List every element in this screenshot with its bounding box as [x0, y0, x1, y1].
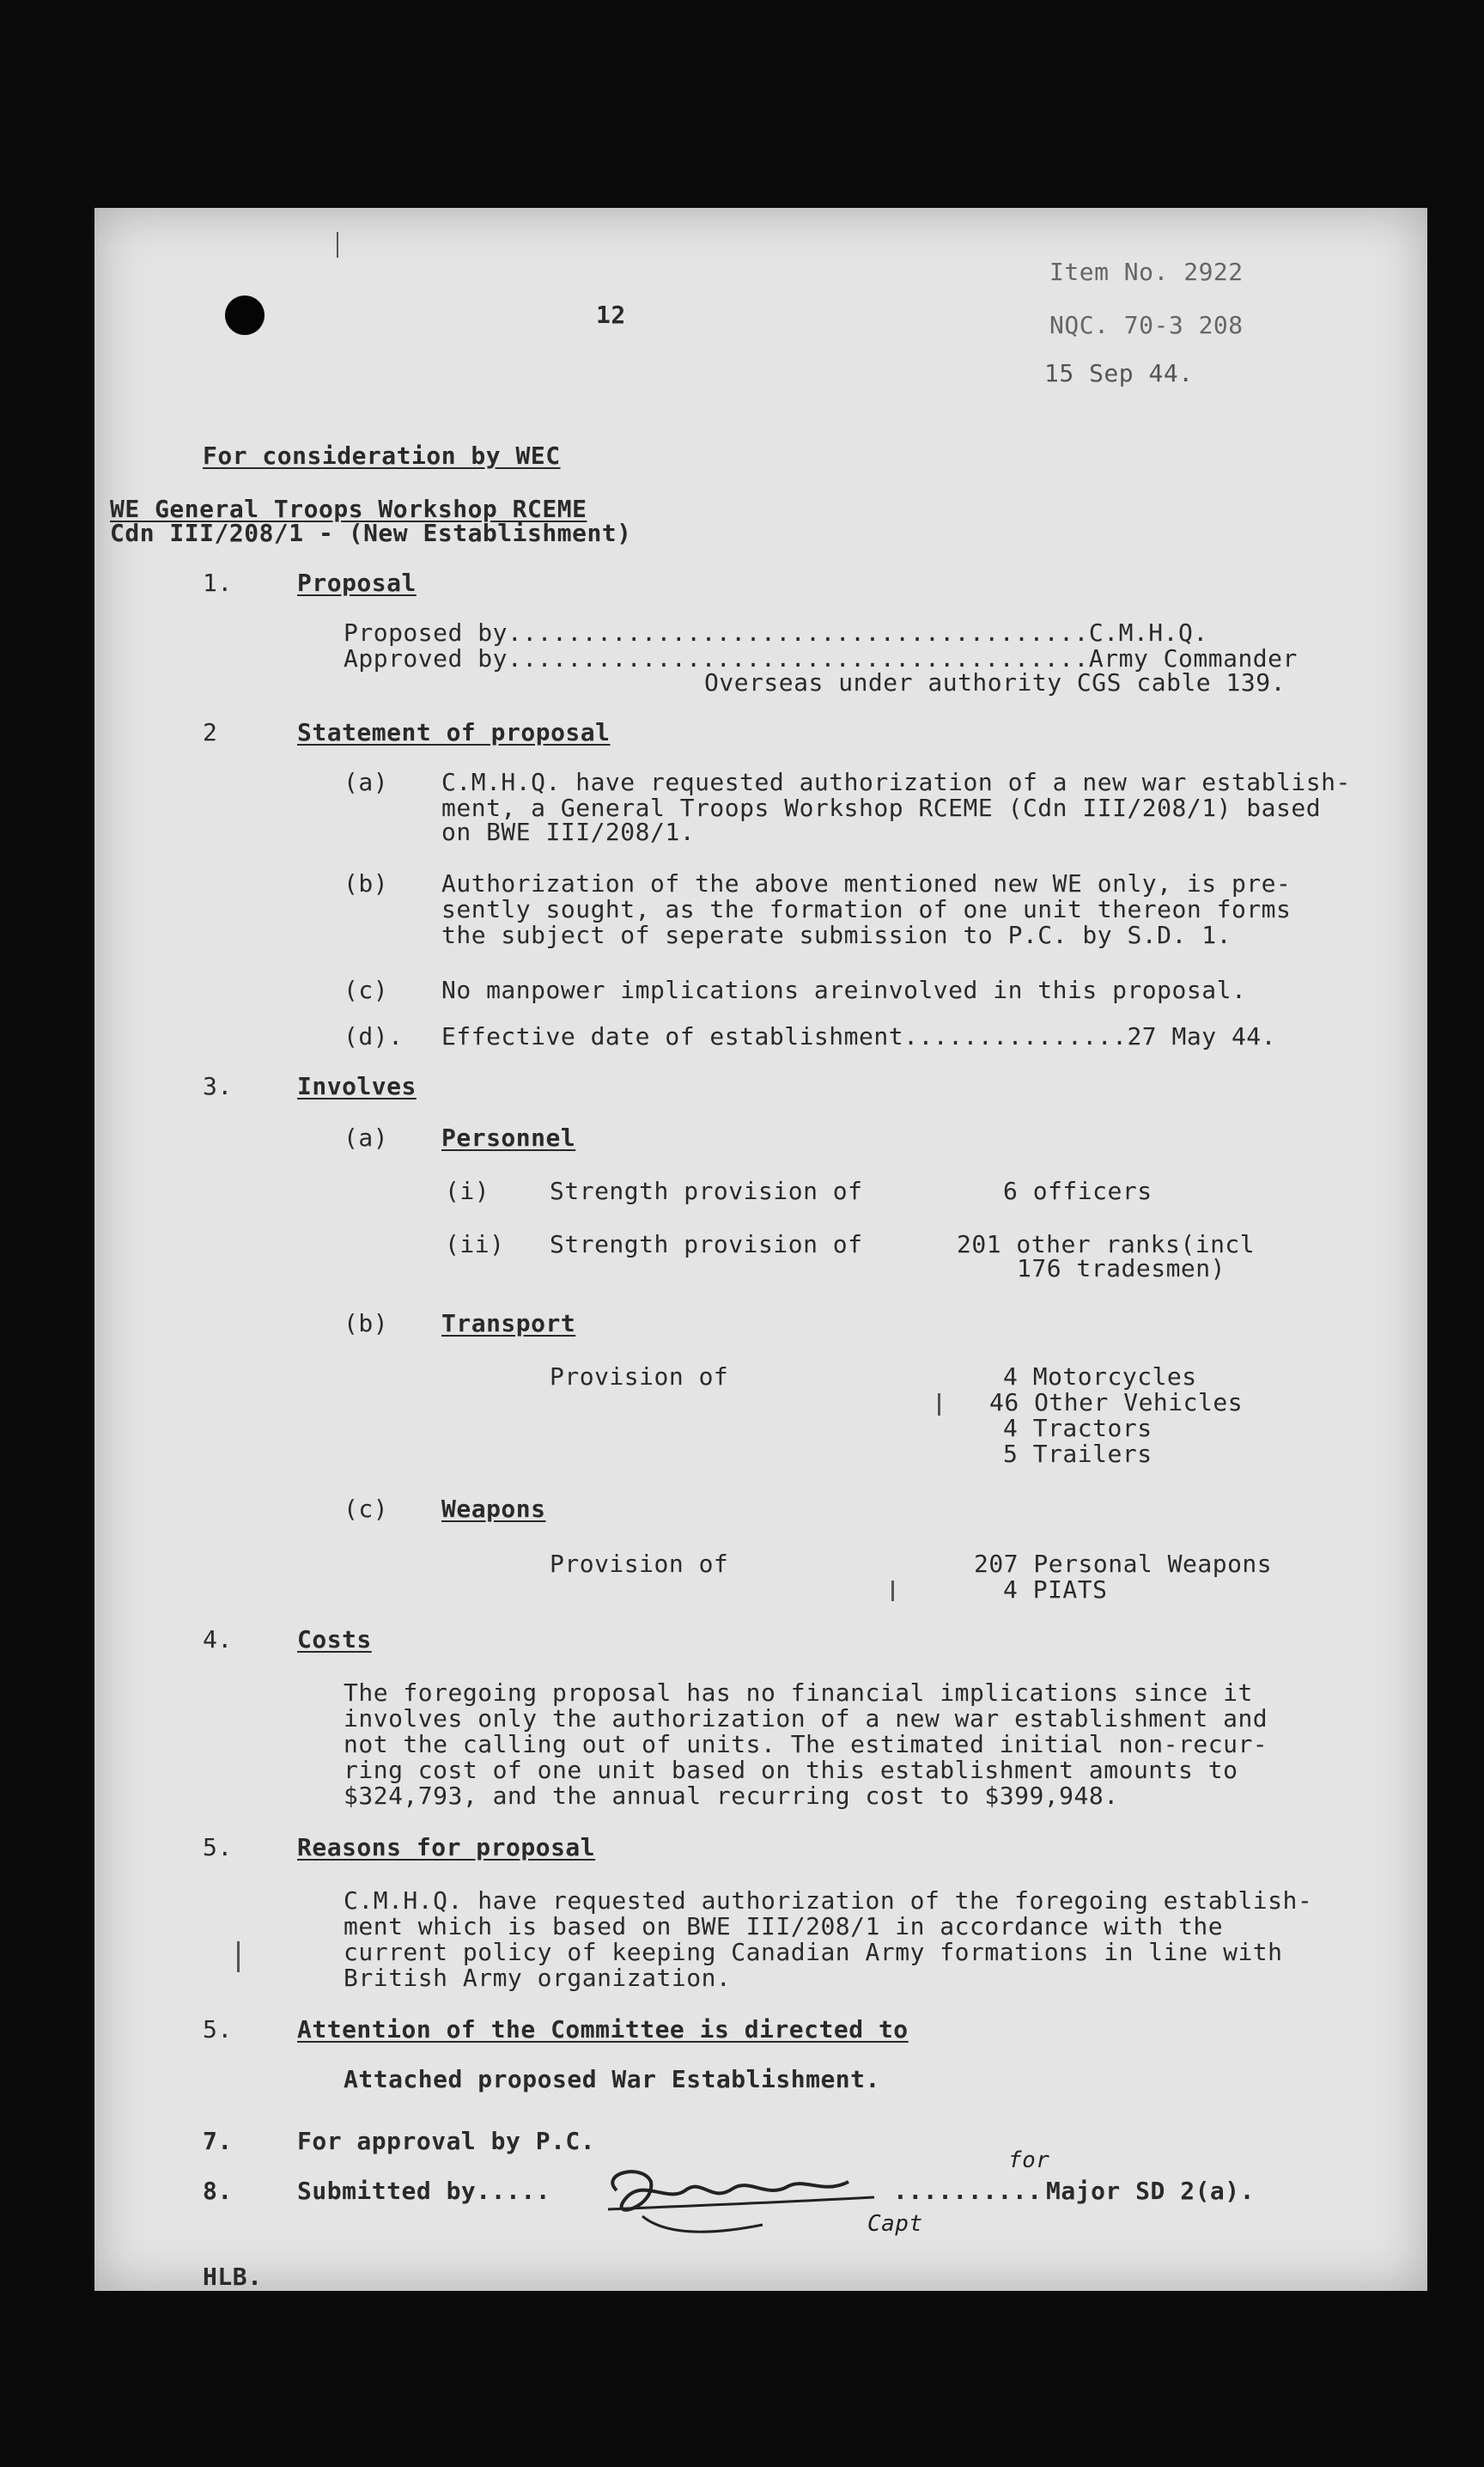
item-3a-label: (a): [344, 1124, 389, 1152]
transport-item: 4 Tractors: [1003, 1414, 1153, 1442]
item-2b-text: the subject of seperate submission to P.C. by S.D. 1.: [441, 921, 1232, 949]
costs-text: involves only the authorization of a new war establishment and: [344, 1704, 1268, 1733]
consideration-line: For consideration by WEC: [203, 442, 561, 470]
item-2a-label: (a): [344, 768, 389, 796]
reasons-text: British Army organization.: [344, 1964, 732, 1992]
weapons-item: 4 PIATS: [1003, 1575, 1108, 1604]
weapons-item: 207 Personal Weapons: [974, 1550, 1273, 1578]
costs-text: not the calling out of units. The estimated initial non-recur-: [344, 1730, 1268, 1758]
file-reference: NQC. 70-3 208: [1049, 311, 1244, 339]
section-1-heading: Proposal: [297, 569, 417, 597]
item-3a-i-label: (i): [445, 1177, 490, 1205]
transport-provision: Provision of: [550, 1362, 729, 1391]
section-2-number: 2: [203, 718, 218, 746]
weapons-provision: Provision of: [550, 1550, 729, 1578]
item-3c-label: (c): [344, 1495, 389, 1523]
section-8-number: 8.: [203, 2177, 233, 2205]
transport-heading: Transport: [441, 1309, 576, 1337]
transport-item: 4 Motorcycles: [1003, 1362, 1197, 1391]
section-6-heading: Attention of the Committee is directed to: [297, 2015, 909, 2044]
reasons-text: current policy of keeping Canadian Army formations in line with: [344, 1938, 1283, 1966]
signature: [591, 2156, 926, 2254]
initials: HLB.: [203, 2263, 263, 2291]
other-ranks-value: 201 other ranks(incl: [957, 1230, 1256, 1258]
approval-authority: Overseas under authority CGS cable 139.: [704, 668, 1286, 697]
margin-mark: [938, 1393, 940, 1416]
handwritten-capt: Capt: [867, 2211, 923, 2237]
weapons-heading: Weapons: [441, 1495, 546, 1523]
document-title: WE General Troops Workshop RCEME: [110, 495, 587, 523]
section-4-number: 4.: [203, 1625, 233, 1654]
section-3-number: 3.: [203, 1072, 233, 1100]
transport-item: 46 Other Vehicles: [989, 1388, 1244, 1416]
signature-dots: ..........: [893, 2177, 1043, 2205]
section-4-heading: Costs: [297, 1625, 372, 1654]
margin-mark: [891, 1581, 894, 1601]
page-number: 12: [596, 301, 626, 329]
costs-text: ring cost of one unit based on this establishment amounts to: [344, 1756, 1238, 1784]
item-3a-ii-label: (ii): [445, 1230, 505, 1258]
tradesmen-value: 176 tradesmen): [1017, 1254, 1226, 1282]
section-1-number: 1.: [203, 569, 233, 597]
section-3-heading: Involves: [297, 1072, 417, 1100]
transport-item: 5 Trailers: [1003, 1440, 1153, 1468]
handwritten-for: for: [1008, 2147, 1050, 2173]
item-2c-label: (c): [344, 976, 389, 1004]
item-2b-text: sently sought, as the formation of one unit thereon forms: [441, 895, 1292, 923]
item-3a-ii-text: Strength provision of: [550, 1230, 863, 1258]
item-3b-label: (b): [344, 1309, 389, 1337]
item-2d-label: (d).: [344, 1022, 404, 1051]
item-2a-text: on BWE III/208/1.: [441, 818, 696, 846]
punch-hole: [225, 295, 265, 335]
section-5-number: 5.: [203, 1833, 233, 1861]
item-2d-text: Effective date of establishment...............27 May 44.: [441, 1022, 1277, 1051]
item-3a-i-text: Strength provision of: [550, 1177, 863, 1205]
margin-mark: [237, 1941, 240, 1972]
item-2a-text: ment, a General Troops Workshop RCEME (Cdn III/208/1) based: [441, 794, 1322, 822]
costs-text: The foregoing proposal has no financial implications since it: [344, 1678, 1253, 1707]
approved-by-line: Approved by.......................................Army Commander: [344, 644, 1298, 673]
margin-mark: [337, 232, 338, 258]
officer-rank: Major SD 2(a).: [1046, 2177, 1256, 2205]
item-2a-text: C.M.H.Q. have requested authorization of a new war establish-: [441, 768, 1351, 796]
personnel-heading: Personnel: [441, 1124, 576, 1152]
document-subtitle: Cdn III/208/1 - (New Establishment): [110, 519, 632, 547]
item-2b-label: (b): [344, 869, 389, 898]
costs-text: $324,793, and the annual recurring cost to $399,948.: [344, 1782, 1119, 1810]
section-7-number: 7.: [203, 2127, 233, 2155]
document-date: 15 Sep 44.: [1044, 359, 1194, 387]
section-2-heading: Statement of proposal: [297, 718, 611, 746]
reasons-text: ment which is based on BWE III/208/1 in accordance with the: [344, 1912, 1224, 1940]
item-2b-text: Authorization of the above mentioned new WE only, is pre-: [441, 869, 1292, 898]
officers-value: 6 officers: [1003, 1177, 1153, 1205]
item-2c-text: No manpower implications areinvolved in this proposal.: [441, 976, 1247, 1004]
attachment-note: Attached proposed War Establishment.: [344, 2065, 880, 2093]
approval-line: For approval by P.C.: [297, 2127, 596, 2155]
item-number: Item No. 2922: [1049, 258, 1244, 286]
section-5-heading: Reasons for proposal: [297, 1833, 596, 1861]
section-6-number: 5.: [203, 2015, 233, 2044]
proposed-by-line: Proposed by.......................................C.M.H.Q.: [344, 618, 1208, 647]
reasons-text: C.M.H.Q. have requested authorization of the foregoing establish-: [344, 1886, 1313, 1915]
submitted-by-line: Submitted by.....: [297, 2177, 551, 2205]
